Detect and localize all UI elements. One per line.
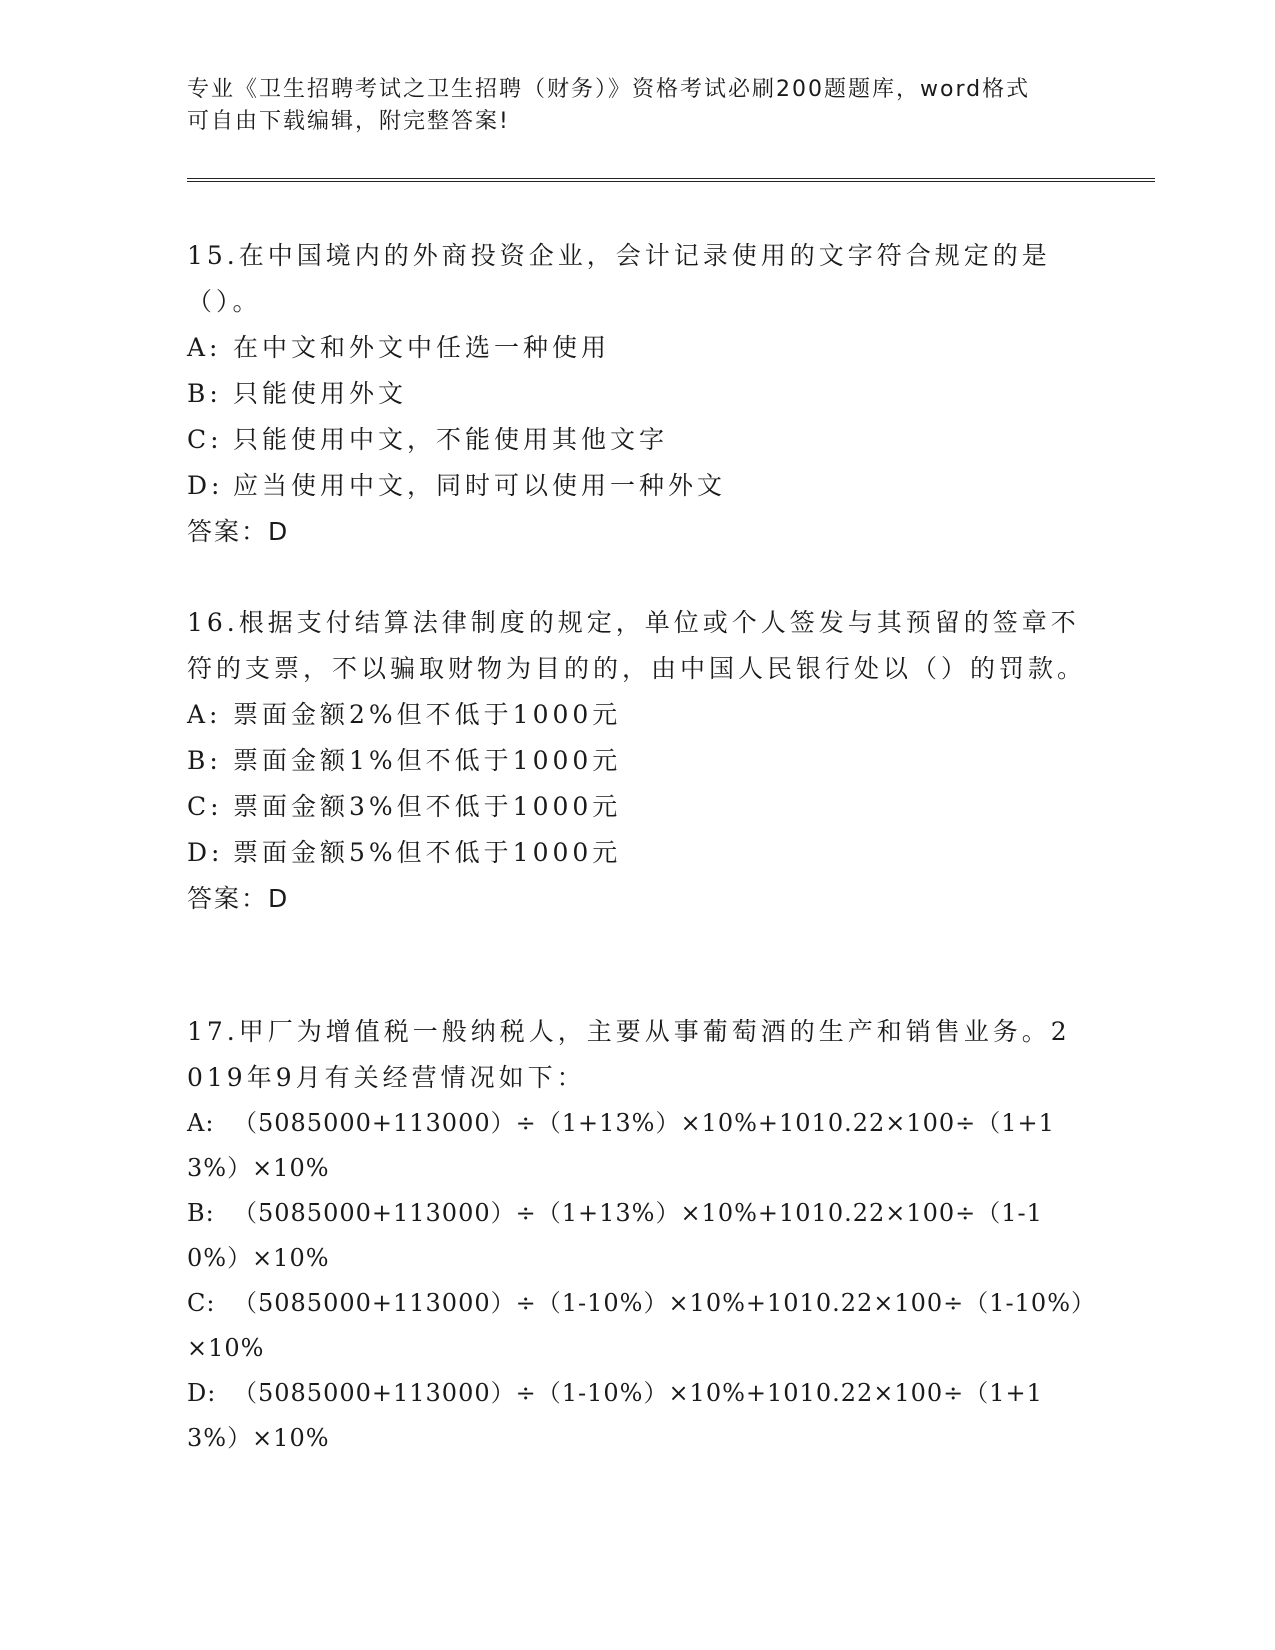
option-b (187, 1191, 1087, 1281)
question-17 (187, 1009, 1087, 1461)
option-d (187, 830, 1087, 876)
option-text: （5085000+113000）÷（1+13%）×10%+1010.22×100÷（1+13%）×10% (187, 1109, 1055, 1182)
option-letter: A: (187, 1109, 215, 1137)
option-text: 票面金额1%但不低于1000元 (233, 746, 622, 775)
option-letter: D: (187, 1379, 217, 1407)
option-text: （5085000+113000）÷（1-10%）×10%+1010.22×100÷（1+13%）×10% (187, 1379, 1043, 1452)
question-stem: 17.甲厂为增值税一般纳税人，主要从事葡萄酒的生产和销售业务。2019年9月有关经营情况如下： (187, 1017, 1071, 1092)
option-a (187, 1101, 1087, 1191)
answer-label: 答案：D (187, 517, 290, 546)
option-d (187, 1371, 1087, 1461)
option-c (187, 417, 1087, 463)
option-c (187, 784, 1087, 830)
option-text: 票面金额3%但不低于1000元 (233, 792, 622, 821)
option-text: 只能使用外文 (233, 379, 408, 408)
option-letter: C: (187, 425, 223, 454)
answer-label: 答案：D (187, 884, 290, 913)
option-letter: D: (187, 838, 224, 867)
option-letter: C: (187, 792, 223, 821)
question-stem: 15.在中国境内的外商投资企业，会计记录使用的文字符合规定的是（）。 (187, 241, 1051, 316)
option-letter: D: (187, 471, 224, 500)
question-15 (187, 233, 1087, 555)
option-b (187, 738, 1087, 784)
option-a (187, 325, 1087, 371)
header-title-line-2: 可自由下载编辑，附完整答案! (187, 109, 510, 134)
option-text: （5085000+113000）÷（1-10%）×10%+1010.22×100÷（1-10%）×10% (187, 1289, 1085, 1362)
question-16 (187, 600, 1087, 922)
option-text: 票面金额2%但不低于1000元 (233, 700, 622, 729)
option-text: 在中文和外文中任选一种使用 (233, 333, 611, 362)
option-text: （5085000+113000）÷（1+13%）×10%+1010.22×100÷（1-10%）×10% (187, 1199, 1043, 1272)
option-letter: B: (187, 746, 222, 775)
header-divider (187, 178, 1155, 182)
option-letter: C: (187, 1289, 216, 1317)
option-text: 应当使用中文，同时可以使用一种外文 (233, 471, 727, 500)
option-letter: B: (187, 1199, 215, 1227)
option-letter: B: (187, 379, 222, 408)
option-c (187, 1281, 1087, 1371)
option-d (187, 463, 1087, 509)
option-text: 票面金额5%但不低于1000元 (233, 838, 622, 867)
header-title-line-1: 专业《卫生招聘考试之卫生招聘（财务）》资格考试必刷200题题库，word格式 (187, 77, 1031, 102)
option-letter: A: (187, 700, 222, 729)
question-stem: 16.根据支付结算法律制度的规定，单位或个人签发与其预留的签章不符的支票，不以骗取财物为目的的，由中国人民银行处以（）的罚款。 (187, 608, 1087, 683)
option-a (187, 692, 1087, 738)
option-letter: A: (187, 333, 222, 362)
option-b (187, 371, 1087, 417)
document-header (187, 74, 1067, 138)
option-text: 只能使用中文，不能使用其他文字 (233, 425, 669, 454)
